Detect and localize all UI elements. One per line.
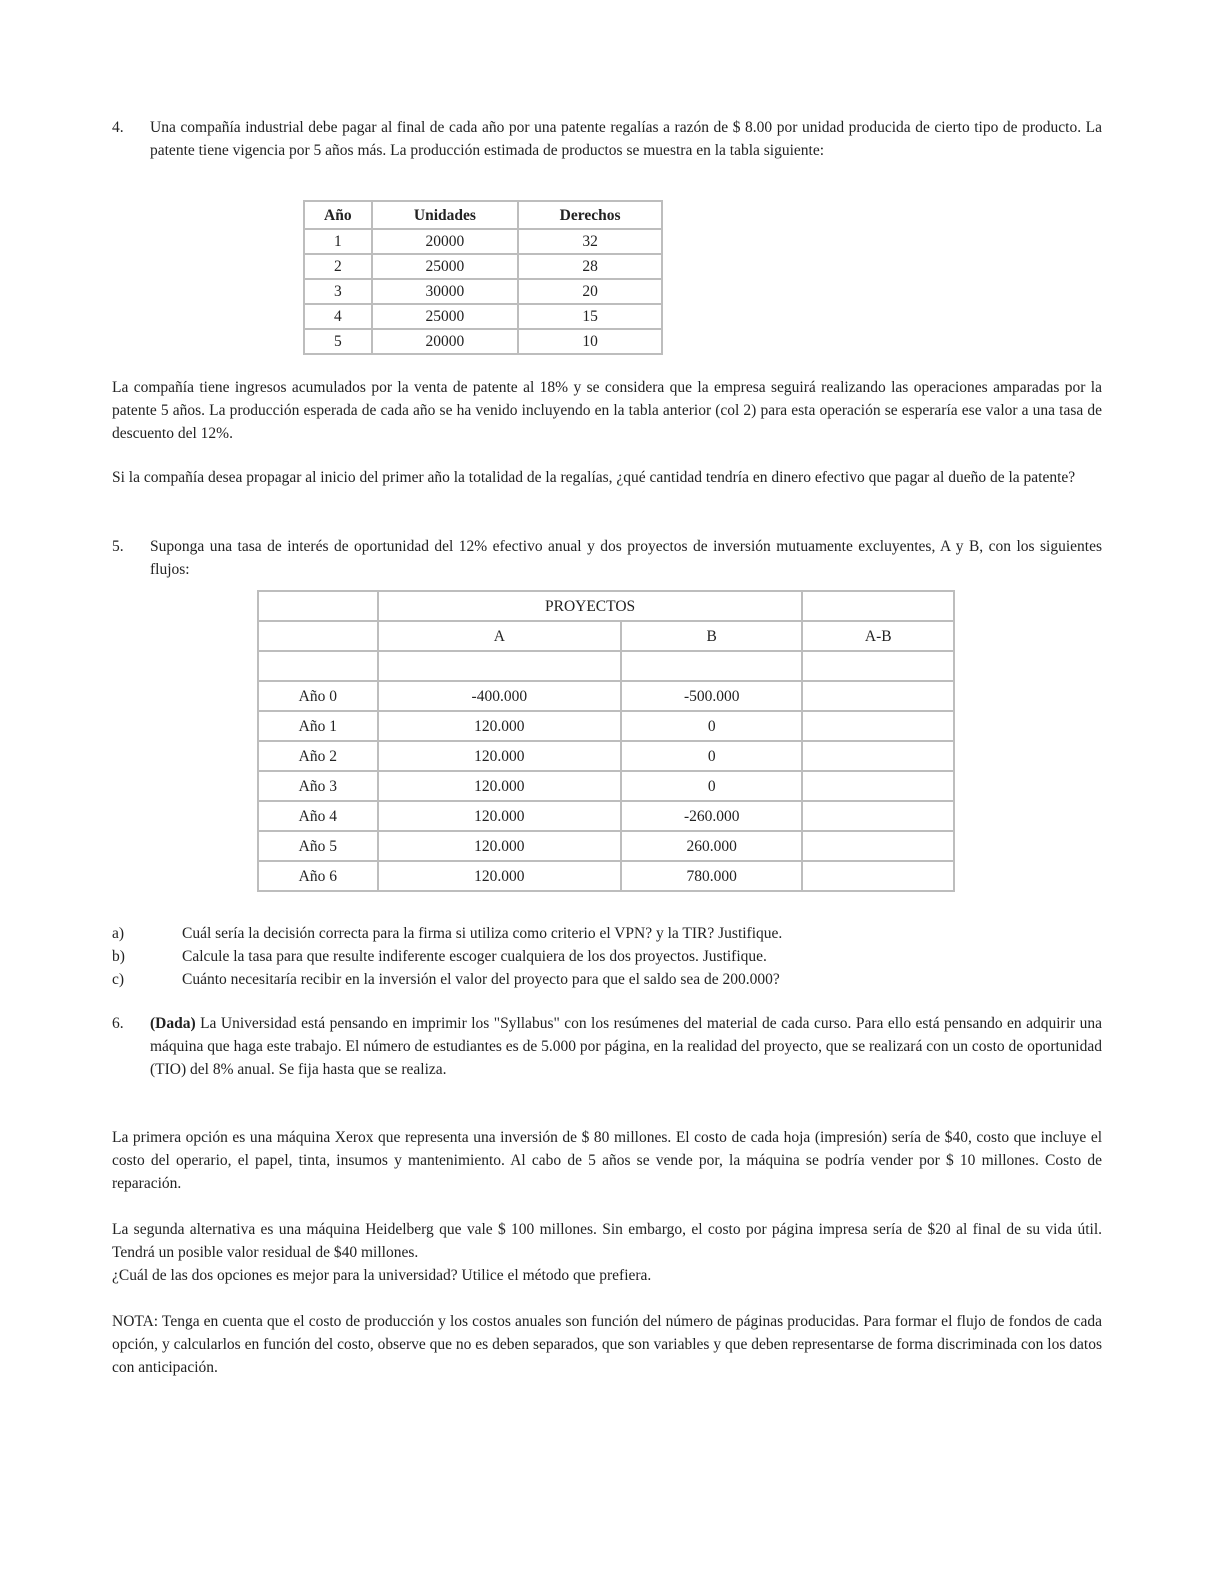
paragraph: La primera opción es una máquina Xerox que representa una inversión de $ 80 millones. El costo de cada hoja (impresión) sería de $40, costo que incluye el costo del operario, el papel, tinta, insumos y mantenimiento. Al cabo de 5 años se vende por, la máquina se podría vender por $ 10 millones. Costo de reparación. xyxy=(112,1129,1102,1192)
table-cell xyxy=(802,801,954,831)
table-cell: 25000 xyxy=(372,304,519,329)
table-cell: 120.000 xyxy=(378,861,621,891)
table-row xyxy=(258,861,954,891)
column-header: Unidades xyxy=(372,201,519,229)
table-cell: Año 1 xyxy=(258,711,378,741)
table-cell: 32 xyxy=(518,229,662,254)
table-row xyxy=(304,279,662,304)
paragraph: La segunda alternativa es una máquina Heidelberg que vale $ 100 millones. Sin embargo, el costo por página impresa sería de $20 al final de su vida útil. Tendrá un posible valor residual de $40 millones. xyxy=(112,1221,1102,1261)
note-paragraph: NOTA: Tenga en cuenta que el costo de producción y los costos anuales son función del número de páginas producidas. Para formar el flujo de fondos de cada opción, y calcularlos en función del costo, observe que no es deben separados, que son variables y que deben representarse de forma discriminada con los datos con anticipación. xyxy=(112,1313,1102,1376)
cash-flow-table xyxy=(257,590,955,892)
table-cell: 20000 xyxy=(372,329,519,354)
table-cell: 0 xyxy=(621,741,803,771)
table-cell xyxy=(258,651,378,681)
table-cell: 4 xyxy=(304,304,372,329)
table-cell: 1 xyxy=(304,229,372,254)
column-header: Derechos xyxy=(518,201,662,229)
table-cell: 120.000 xyxy=(378,711,621,741)
column-header: Año xyxy=(304,201,372,229)
table-cell: -260.000 xyxy=(621,801,803,831)
sub-questions xyxy=(112,922,1102,991)
item-text: Cuál sería la decisión correcta para la firma si utiliza como criterio el VPN? y la TIR? Justifique. xyxy=(182,925,783,942)
table-cell: Año 5 xyxy=(258,831,378,861)
question-text: Suponga una tasa de interés de oportunidad del 12% efectivo anual y dos proyectos de inversión mutuamente excluyentes, A y B, con los siguientes flujos: xyxy=(150,538,1102,578)
question-body: La Universidad está pensando en imprimir los "Syllabus" con los resúmenes del material de cada curso. Para ello está pensando en adquirir una máquina que haga este trabajo. El número de estudiantes es de 5.000 por página, en la realidad del proyecto, que se realizará con un costo de oportunidad (TIO) del 8% anual. Se fija hasta que se realiza. xyxy=(150,1015,1102,1078)
question-lead: (Dada) xyxy=(150,1015,196,1032)
table-cell: 15 xyxy=(518,304,662,329)
table-cell: 20000 xyxy=(372,229,519,254)
table-cell xyxy=(258,591,378,621)
table-cell: 0 xyxy=(621,711,803,741)
table-row xyxy=(304,229,662,254)
table-cell: -400.000 xyxy=(378,681,621,711)
table-cell: 260.000 xyxy=(621,831,803,861)
table-cell: 25000 xyxy=(372,254,519,279)
table-cell: 3 xyxy=(304,279,372,304)
table-cell: 120.000 xyxy=(378,801,621,831)
question-text xyxy=(150,1012,1102,1081)
table-cell: Año 3 xyxy=(258,771,378,801)
table-cell xyxy=(802,831,954,861)
column-header: A-B xyxy=(802,621,954,651)
royalties-table xyxy=(303,200,663,355)
table-cell: 5 xyxy=(304,329,372,354)
list-item xyxy=(112,945,1102,968)
group-header: PROYECTOS xyxy=(378,591,803,621)
table-cell: 780.000 xyxy=(621,861,803,891)
question-number: 5. xyxy=(112,538,124,555)
paragraph: La compañía tiene ingresos acumulados por la venta de patente al 18% y se considera que la empresa seguirá realizando las operaciones amparadas por la patente 5 años. La producción esperada de cada año se ha venido incluyendo en la tabla anterior (col 2) para esta operación se esperaría ese valor a una tasa de descuento del 12%. xyxy=(112,379,1102,442)
table-row xyxy=(258,651,954,681)
table-cell: 30000 xyxy=(372,279,519,304)
paragraph: ¿Cuál de las dos opciones es mejor para la universidad? Utilice el método que prefiera. xyxy=(112,1267,652,1284)
table-cell: Año 0 xyxy=(258,681,378,711)
table-cell xyxy=(621,651,803,681)
item-label: b) xyxy=(112,948,125,965)
list-item xyxy=(112,968,1102,991)
table-row xyxy=(258,771,954,801)
table-row xyxy=(304,254,662,279)
table-cell: 20 xyxy=(518,279,662,304)
table-row xyxy=(258,831,954,861)
table-row xyxy=(304,329,662,354)
table-cell: 10 xyxy=(518,329,662,354)
table-cell xyxy=(802,591,954,621)
table-cell: -500.000 xyxy=(621,681,803,711)
table-row xyxy=(258,801,954,831)
column-header: A xyxy=(378,621,621,651)
item-label: c) xyxy=(112,971,125,988)
table-cell xyxy=(258,621,378,651)
table-cell: 0 xyxy=(621,771,803,801)
table-cell xyxy=(378,651,621,681)
table-cell xyxy=(802,711,954,741)
table-row xyxy=(258,711,954,741)
table-cell: Año 4 xyxy=(258,801,378,831)
question-6 xyxy=(112,1012,1102,1081)
question-4 xyxy=(112,116,1102,162)
table-cell xyxy=(802,741,954,771)
table-cell xyxy=(802,681,954,711)
question-5 xyxy=(112,535,1102,581)
item-label: a) xyxy=(112,925,125,942)
table-cell: 28 xyxy=(518,254,662,279)
paragraph: Si la compañía desea propagar al inicio del primer año la totalidad de la regalías, ¿qué cantidad tendría en dinero efectivo que pagar al dueño de la patente? xyxy=(112,469,1076,486)
table-row xyxy=(258,621,954,651)
table-cell: 2 xyxy=(304,254,372,279)
question-number: 4. xyxy=(112,119,124,136)
table-cell: 120.000 xyxy=(378,741,621,771)
list-item xyxy=(112,922,1102,945)
table-cell xyxy=(802,771,954,801)
column-header: B xyxy=(621,621,803,651)
table-cell: Año 6 xyxy=(258,861,378,891)
table-cell: Año 2 xyxy=(258,741,378,771)
table-row xyxy=(258,741,954,771)
question-number: 6. xyxy=(112,1015,124,1032)
table-cell xyxy=(802,651,954,681)
table-row xyxy=(258,681,954,711)
table-cell: 120.000 xyxy=(378,831,621,861)
item-text: Calcule la tasa para que resulte indiferente escoger cualquiera de los dos proyectos. Justifique. xyxy=(182,948,767,965)
table-row xyxy=(304,304,662,329)
table-row xyxy=(258,591,954,621)
table-cell xyxy=(802,861,954,891)
question-text: Una compañía industrial debe pagar al final de cada año por una patente regalías a razón de $ 8.00 por unidad producida de cierto tipo de producto. La patente tiene vigencia por 5 años más. La producción estimada de productos se muestra en la tabla siguiente: xyxy=(150,119,1102,159)
item-text: Cuánto necesitaría recibir en la inversión el valor del proyecto para que el saldo sea de 200.000? xyxy=(182,971,780,988)
table-cell: 120.000 xyxy=(378,771,621,801)
